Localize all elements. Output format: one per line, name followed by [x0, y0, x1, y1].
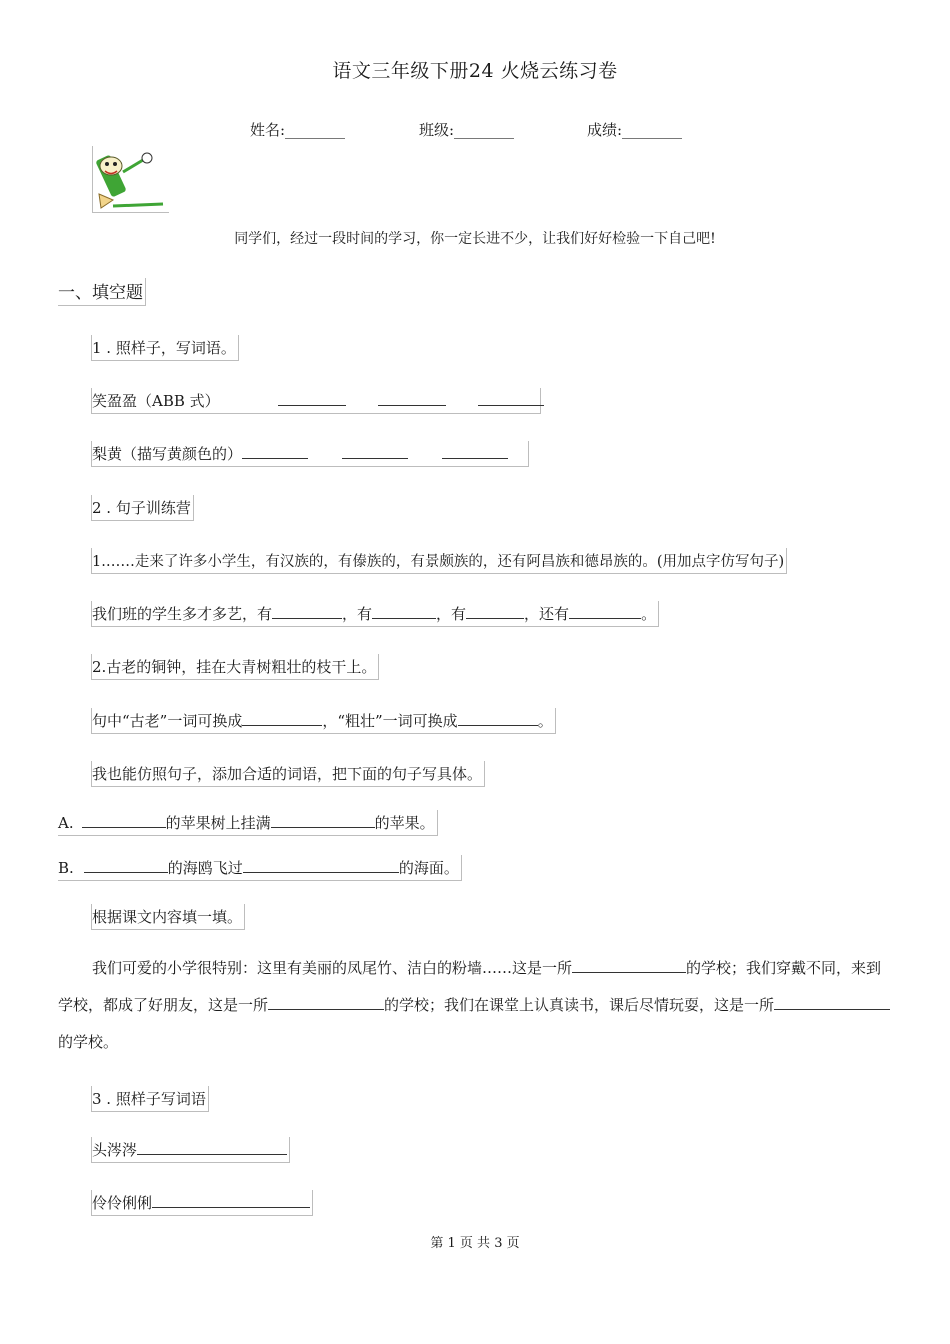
text-part: 我们班的学生多才多艺，有 — [92, 605, 273, 623]
question-3-line-1 — [91, 1137, 290, 1163]
answer-blank[interactable] — [242, 443, 308, 459]
answer-blank[interactable] — [152, 1192, 310, 1208]
text-part: 的学校。 — [58, 1033, 119, 1051]
answer-blank[interactable] — [137, 1139, 287, 1155]
page-title: 语文三年级下册24 火烧云练习卷 — [332, 60, 618, 82]
question-2-sentence-2: 2.古老的铜钟，挂在大青树粗壮的枝干上。 — [91, 654, 379, 680]
answer-blank[interactable] — [458, 710, 538, 726]
text-part: ，有 — [436, 605, 467, 623]
question-2-fill-1 — [91, 601, 659, 627]
option-label: A. — [58, 814, 74, 832]
answer-blank[interactable] — [572, 957, 686, 973]
text-part: 的学校；我们穿戴不同，来到学校，都成了好朋友，这是一所 — [58, 959, 882, 1014]
answer-blank[interactable] — [478, 390, 544, 406]
line-prefix: 笑盈盈（ABB 式） — [92, 392, 220, 410]
question-2-sentence-4: 根据课文内容填一填。 — [91, 904, 245, 930]
answer-blank[interactable] — [442, 443, 508, 459]
text-part: 我们可爱的小学很特别：这里有美丽的凤尾竹、洁白的粉墙……这是一所 — [92, 959, 573, 977]
question-1-title: 1 . 照样子，写词语。 — [91, 335, 239, 361]
text-part: 的苹果树上挂满 — [165, 814, 271, 832]
text-part: 。 — [537, 712, 553, 730]
text-part: 的苹果。 — [374, 814, 435, 832]
question-1-line-1 — [91, 388, 541, 414]
answer-blank[interactable] — [378, 390, 446, 406]
text-part: ，有 — [342, 605, 373, 623]
option-label: B. — [58, 859, 74, 877]
text-part: ，“粗壮”一词可换成 — [322, 712, 458, 730]
question-2-title: 2 . 句子训练营 — [91, 495, 194, 521]
answer-blank[interactable] — [268, 994, 384, 1010]
answer-blank[interactable] — [271, 812, 375, 828]
answer-blank[interactable] — [774, 994, 890, 1010]
answer-blank[interactable] — [243, 857, 399, 873]
answer-blank[interactable] — [242, 710, 322, 726]
text-part: 的海鸥飞过 — [167, 859, 243, 877]
text-part: 的海面。 — [398, 859, 459, 877]
answer-blank[interactable] — [372, 603, 436, 619]
word-example: 头涔涔 — [92, 1141, 138, 1159]
word-example: 伶伶俐俐 — [92, 1194, 153, 1212]
text-part: 。 — [641, 605, 657, 623]
spacer — [220, 391, 278, 406]
question-1-line-2 — [91, 441, 529, 467]
intro-text: 同学们，经过一段时间的学习，你一定长进不少，让我们好好检验一下自己吧! — [234, 231, 716, 247]
question-2-paragraph — [58, 950, 892, 1061]
question-2-sentence-1: 1.……走来了许多小学生，有汉族的，有傣族的，有景颇族的，还有阿昌族和德昂族的。(用加点字仿写句子) — [91, 548, 787, 574]
question-2-fill-2 — [91, 708, 556, 734]
question-3-line-2 — [91, 1190, 313, 1216]
page-footer: 第 1 页 共 3 页 — [430, 1236, 520, 1251]
answer-blank[interactable] — [82, 812, 166, 828]
section-title: 一、填空题 — [58, 278, 146, 306]
text-part: 的学校；我们在课堂上认真读书，课后尽情玩耍，这是一所 — [384, 996, 775, 1014]
answer-blank[interactable] — [84, 857, 168, 873]
question-2-sentence-3: 我也能仿照句子，添加合适的词语，把下面的句子写具体。 — [91, 761, 485, 787]
question-3-title: 3 . 照样子写词语 — [91, 1086, 209, 1112]
answer-blank[interactable] — [569, 603, 641, 619]
name-field: 姓名:________ — [250, 121, 346, 139]
option-b — [58, 855, 462, 881]
score-field: 成绩:________ — [587, 121, 683, 139]
answer-blank[interactable] — [278, 390, 346, 406]
line-prefix: 梨黄（描写黄颜色的） — [92, 445, 243, 463]
pencil-mascot-icon — [92, 146, 169, 213]
option-a — [58, 810, 438, 836]
answer-blank[interactable] — [272, 603, 342, 619]
text-part: 句中“古老”一词可换成 — [92, 712, 243, 730]
text-part: ，还有 — [524, 605, 570, 623]
class-field: 班级:________ — [419, 121, 515, 139]
answer-blank[interactable] — [466, 603, 524, 619]
answer-blank[interactable] — [342, 443, 408, 459]
